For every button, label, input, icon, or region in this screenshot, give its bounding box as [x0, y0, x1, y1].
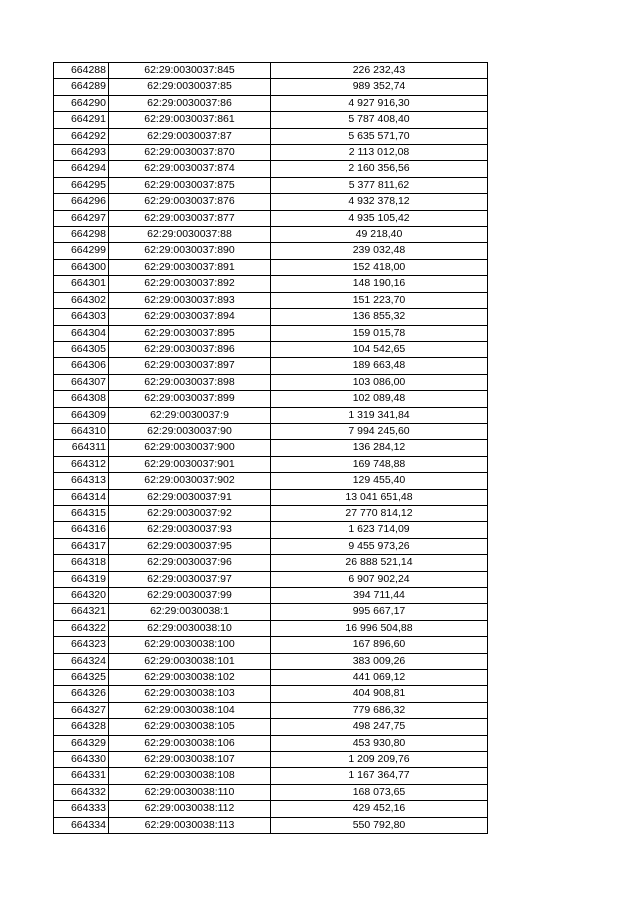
row-id-cell: 664290: [54, 95, 109, 111]
cadastral-number-cell: 62:29:0030037:9: [109, 407, 271, 423]
cadastral-value-cell: 394 711,44: [271, 588, 488, 604]
table-row: [54, 801, 488, 817]
row-id-cell: 664330: [54, 752, 109, 768]
table-row: [54, 95, 488, 111]
table-row: [54, 768, 488, 784]
row-id-cell: 664314: [54, 489, 109, 505]
table-row: [54, 784, 488, 800]
table-row: [54, 670, 488, 686]
cadastral-number-cell: 62:29:0030037:890: [109, 243, 271, 259]
cadastral-number-cell: 62:29:0030037:91: [109, 489, 271, 505]
cadastral-value-cell: 226 232,43: [271, 63, 488, 79]
table-row: [54, 112, 488, 128]
row-id-cell: 664296: [54, 194, 109, 210]
row-id-cell: 664298: [54, 227, 109, 243]
cadastral-value-cell: 1 319 341,84: [271, 407, 488, 423]
cadastral-number-cell: 62:29:0030038:112: [109, 801, 271, 817]
cadastral-value-cell: 104 542,65: [271, 341, 488, 357]
table-row: [54, 423, 488, 439]
table-row: [54, 555, 488, 571]
cadastral-number-cell: 62:29:0030037:87: [109, 128, 271, 144]
cadastral-value-cell: 1 167 364,77: [271, 768, 488, 784]
row-id-cell: 664307: [54, 374, 109, 390]
row-id-cell: 664297: [54, 210, 109, 226]
table-row: [54, 522, 488, 538]
cadastral-value-cell: 4 935 105,42: [271, 210, 488, 226]
cadastral-value-cell: 151 223,70: [271, 292, 488, 308]
row-id-cell: 664315: [54, 505, 109, 521]
cadastral-number-cell: 62:29:0030037:93: [109, 522, 271, 538]
row-id-cell: 664292: [54, 128, 109, 144]
row-id-cell: 664322: [54, 620, 109, 636]
table-row: [54, 243, 488, 259]
row-id-cell: 664305: [54, 341, 109, 357]
row-id-cell: 664294: [54, 161, 109, 177]
cadastral-value-cell: 5 787 408,40: [271, 112, 488, 128]
cadastral-value-cell: 5 635 571,70: [271, 128, 488, 144]
table-row: [54, 588, 488, 604]
cadastral-value-cell: 404 908,81: [271, 686, 488, 702]
table-row: [54, 735, 488, 751]
table-row: [54, 341, 488, 357]
table-row: [54, 63, 488, 79]
table-row: [54, 719, 488, 735]
row-id-cell: 664300: [54, 259, 109, 275]
cadastral-value-cell: 27 770 814,12: [271, 505, 488, 521]
cadastral-number-cell: 62:29:0030037:96: [109, 555, 271, 571]
cadastral-number-cell: 62:29:0030038:1: [109, 604, 271, 620]
cadastral-number-cell: 62:29:0030037:902: [109, 473, 271, 489]
cadastral-number-cell: 62:29:0030037:861: [109, 112, 271, 128]
cadastral-value-cell: 1 623 714,09: [271, 522, 488, 538]
cadastral-number-cell: 62:29:0030037:97: [109, 571, 271, 587]
cadastral-value-cell: 989 352,74: [271, 79, 488, 95]
table-row: [54, 752, 488, 768]
cadastral-number-cell: 62:29:0030037:894: [109, 309, 271, 325]
cadastral-value-cell: 239 032,48: [271, 243, 488, 259]
cadastral-number-cell: 62:29:0030037:901: [109, 456, 271, 472]
row-id-cell: 664306: [54, 358, 109, 374]
table-row: [54, 194, 488, 210]
table-row: [54, 276, 488, 292]
table-row: [54, 177, 488, 193]
table-row: [54, 391, 488, 407]
cadastral-value-cell: 148 190,16: [271, 276, 488, 292]
cadastral-number-cell: 62:29:0030037:95: [109, 538, 271, 554]
cadastral-value-cell: 152 418,00: [271, 259, 488, 275]
cadastral-number-cell: 62:29:0030037:896: [109, 341, 271, 357]
row-id-cell: 664318: [54, 555, 109, 571]
table-row: [54, 145, 488, 161]
cadastral-value-cell: 7 994 245,60: [271, 423, 488, 439]
row-id-cell: 664309: [54, 407, 109, 423]
cadastral-number-cell: 62:29:0030038:104: [109, 702, 271, 718]
cadastral-number-cell: 62:29:0030037:897: [109, 358, 271, 374]
table-row: [54, 817, 488, 833]
table-row: [54, 571, 488, 587]
table-row: [54, 653, 488, 669]
table-row: [54, 325, 488, 341]
table-row: [54, 473, 488, 489]
cadastral-value-cell: 189 663,48: [271, 358, 488, 374]
cadastral-number-cell: 62:29:0030037:99: [109, 588, 271, 604]
cadastral-number-cell: 62:29:0030037:86: [109, 95, 271, 111]
cadastral-value-cell: 4 927 916,30: [271, 95, 488, 111]
row-id-cell: 664302: [54, 292, 109, 308]
cadastral-value-cell: 1 209 209,76: [271, 752, 488, 768]
cadastral-value-cell: 159 015,78: [271, 325, 488, 341]
table-row: [54, 538, 488, 554]
cadastral-number-cell: 62:29:0030037:899: [109, 391, 271, 407]
table-body: [54, 63, 488, 834]
cadastral-number-cell: 62:29:0030038:107: [109, 752, 271, 768]
cadastral-value-cell: 441 069,12: [271, 670, 488, 686]
cadastral-number-cell: 62:29:0030038:106: [109, 735, 271, 751]
table-row: [54, 309, 488, 325]
cadastral-value-cell: 49 218,40: [271, 227, 488, 243]
cadastral-value-table: [53, 62, 488, 834]
table-row: [54, 604, 488, 620]
row-id-cell: 664323: [54, 637, 109, 653]
cadastral-value-cell: 169 748,88: [271, 456, 488, 472]
cadastral-value-cell: 13 041 651,48: [271, 489, 488, 505]
cadastral-number-cell: 62:29:0030037:895: [109, 325, 271, 341]
row-id-cell: 664308: [54, 391, 109, 407]
row-id-cell: 664312: [54, 456, 109, 472]
cadastral-value-cell: 383 009,26: [271, 653, 488, 669]
table-row: [54, 79, 488, 95]
cadastral-value-cell: 102 089,48: [271, 391, 488, 407]
table-row: [54, 374, 488, 390]
row-id-cell: 664327: [54, 702, 109, 718]
table-row: [54, 505, 488, 521]
table-row: [54, 259, 488, 275]
cadastral-value-cell: 2 160 356,56: [271, 161, 488, 177]
cadastral-value-cell: 2 113 012,08: [271, 145, 488, 161]
row-id-cell: 664331: [54, 768, 109, 784]
row-id-cell: 664319: [54, 571, 109, 587]
row-id-cell: 664303: [54, 309, 109, 325]
row-id-cell: 664288: [54, 63, 109, 79]
row-id-cell: 664316: [54, 522, 109, 538]
row-id-cell: 664293: [54, 145, 109, 161]
cadastral-number-cell: 62:29:0030037:892: [109, 276, 271, 292]
table-row: [54, 489, 488, 505]
row-id-cell: 664333: [54, 801, 109, 817]
table-row: [54, 210, 488, 226]
row-id-cell: 664299: [54, 243, 109, 259]
cadastral-value-cell: 167 896,60: [271, 637, 488, 653]
cadastral-value-cell: 16 996 504,88: [271, 620, 488, 636]
cadastral-value-cell: 103 086,00: [271, 374, 488, 390]
cadastral-number-cell: 62:29:0030037:92: [109, 505, 271, 521]
cadastral-number-cell: 62:29:0030038:102: [109, 670, 271, 686]
cadastral-number-cell: 62:29:0030037:900: [109, 440, 271, 456]
cadastral-number-cell: 62:29:0030038:103: [109, 686, 271, 702]
cadastral-value-cell: 136 855,32: [271, 309, 488, 325]
cadastral-value-cell: 4 932 378,12: [271, 194, 488, 210]
table-row: [54, 456, 488, 472]
cadastral-number-cell: 62:29:0030037:90: [109, 423, 271, 439]
cadastral-number-cell: 62:29:0030037:845: [109, 63, 271, 79]
cadastral-value-cell: 6 907 902,24: [271, 571, 488, 587]
row-id-cell: 664301: [54, 276, 109, 292]
cadastral-value-cell: 136 284,12: [271, 440, 488, 456]
cadastral-number-cell: 62:29:0030038:113: [109, 817, 271, 833]
table-row: [54, 407, 488, 423]
cadastral-value-cell: 550 792,80: [271, 817, 488, 833]
cadastral-value-cell: 26 888 521,14: [271, 555, 488, 571]
cadastral-number-cell: 62:29:0030038:100: [109, 637, 271, 653]
row-id-cell: 664304: [54, 325, 109, 341]
cadastral-value-cell: 429 452,16: [271, 801, 488, 817]
cadastral-number-cell: 62:29:0030037:88: [109, 227, 271, 243]
cadastral-number-cell: 62:29:0030037:877: [109, 210, 271, 226]
row-id-cell: 664321: [54, 604, 109, 620]
row-id-cell: 664310: [54, 423, 109, 439]
table-row: [54, 702, 488, 718]
table-row: [54, 440, 488, 456]
row-id-cell: 664325: [54, 670, 109, 686]
table-row: [54, 637, 488, 653]
row-id-cell: 664329: [54, 735, 109, 751]
cadastral-number-cell: 62:29:0030038:105: [109, 719, 271, 735]
cadastral-value-cell: 168 073,65: [271, 784, 488, 800]
row-id-cell: 664328: [54, 719, 109, 735]
row-id-cell: 664332: [54, 784, 109, 800]
table-row: [54, 358, 488, 374]
cadastral-value-cell: 129 455,40: [271, 473, 488, 489]
row-id-cell: 664291: [54, 112, 109, 128]
cadastral-number-cell: 62:29:0030037:874: [109, 161, 271, 177]
cadastral-value-cell: 498 247,75: [271, 719, 488, 735]
row-id-cell: 664289: [54, 79, 109, 95]
cadastral-value-cell: 779 686,32: [271, 702, 488, 718]
cadastral-number-cell: 62:29:0030038:110: [109, 784, 271, 800]
row-id-cell: 664326: [54, 686, 109, 702]
table-row: [54, 161, 488, 177]
cadastral-value-cell: 5 377 811,62: [271, 177, 488, 193]
cadastral-number-cell: 62:29:0030037:85: [109, 79, 271, 95]
cadastral-value-cell: 453 930,80: [271, 735, 488, 751]
table-row: [54, 620, 488, 636]
cadastral-number-cell: 62:29:0030037:893: [109, 292, 271, 308]
table-row: [54, 292, 488, 308]
cadastral-number-cell: 62:29:0030037:898: [109, 374, 271, 390]
table-row: [54, 227, 488, 243]
cadastral-number-cell: 62:29:0030037:875: [109, 177, 271, 193]
cadastral-number-cell: 62:29:0030037:870: [109, 145, 271, 161]
cadastral-number-cell: 62:29:0030037:876: [109, 194, 271, 210]
cadastral-number-cell: 62:29:0030038:108: [109, 768, 271, 784]
row-id-cell: 664295: [54, 177, 109, 193]
table-row: [54, 686, 488, 702]
cadastral-value-cell: 995 667,17: [271, 604, 488, 620]
cadastral-number-cell: 62:29:0030038:101: [109, 653, 271, 669]
row-id-cell: 664313: [54, 473, 109, 489]
row-id-cell: 664324: [54, 653, 109, 669]
row-id-cell: 664311: [54, 440, 109, 456]
table-row: [54, 128, 488, 144]
cadastral-number-cell: 62:29:0030037:891: [109, 259, 271, 275]
cadastral-value-cell: 9 455 973,26: [271, 538, 488, 554]
row-id-cell: 664317: [54, 538, 109, 554]
row-id-cell: 664334: [54, 817, 109, 833]
cadastral-number-cell: 62:29:0030038:10: [109, 620, 271, 636]
row-id-cell: 664320: [54, 588, 109, 604]
